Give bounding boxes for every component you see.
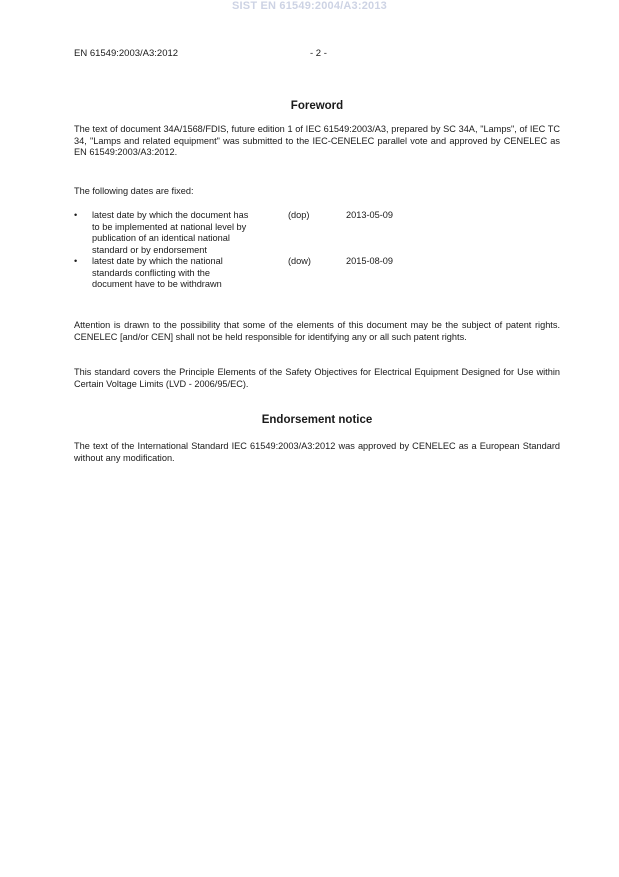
dates-list <box>74 210 560 292</box>
foreword-heading: Foreword <box>290 100 344 112</box>
date-entry-abbreviation: (dop) <box>288 210 310 220</box>
dates-intro-paragraph: The following dates are fixed: <box>74 186 194 196</box>
date-entry-description: latest date by which the national standards conflicting with the document have to be withdrawn <box>92 256 223 289</box>
date-entry-dow <box>74 256 560 292</box>
coverage-paragraph: This standard covers the Principle Elements of the Safety Objectives for Electrical Equipment Designed for Use within Certain Voltage Limits (LVD - 2006/95/EC). <box>74 367 560 389</box>
document-watermark: SIST EN 61549:2004/A3:2013 <box>231 0 388 12</box>
patent-notice-paragraph: Attention is drawn to the possibility that some of the elements of this document may be the subject of patent rights. CENELEC [and/or CEN] shall not be held responsible for identifying any or all such patent rights. <box>74 320 560 342</box>
header-document-id: EN 61549:2003/A3:2012 <box>74 48 179 59</box>
date-entry-value: 2015-08-09 <box>346 256 393 266</box>
foreword-intro-paragraph: The text of document 34A/1568/FDIS, future edition 1 of IEC 61549:2003/A3, prepared by SC 34A, "Lamps", of IEC TC 34, "Lamps and related equipment" was submitted to the IEC-CENELEC parallel vote and approved by CENELEC as EN 61549:2003/A3:2012. <box>74 124 560 157</box>
header-page-number: - 2 - <box>310 48 327 59</box>
endorsement-heading: Endorsement notice <box>261 414 373 426</box>
running-header <box>74 48 560 62</box>
bullet-marker: • <box>74 256 78 266</box>
date-entry-value: 2013-05-09 <box>346 210 393 220</box>
date-entry-description: latest date by which the document has to be implemented at national level by publication of an identical national standard or by endorsement <box>92 210 249 255</box>
endorsement-paragraph: The text of the International Standard IEC 61549:2003/A3:2012 was approved by CENELEC as a European Standard without any modification. <box>74 441 560 463</box>
bullet-marker: • <box>74 210 78 220</box>
date-entry-dop <box>74 210 560 256</box>
date-entry-abbreviation: (dow) <box>288 256 311 266</box>
